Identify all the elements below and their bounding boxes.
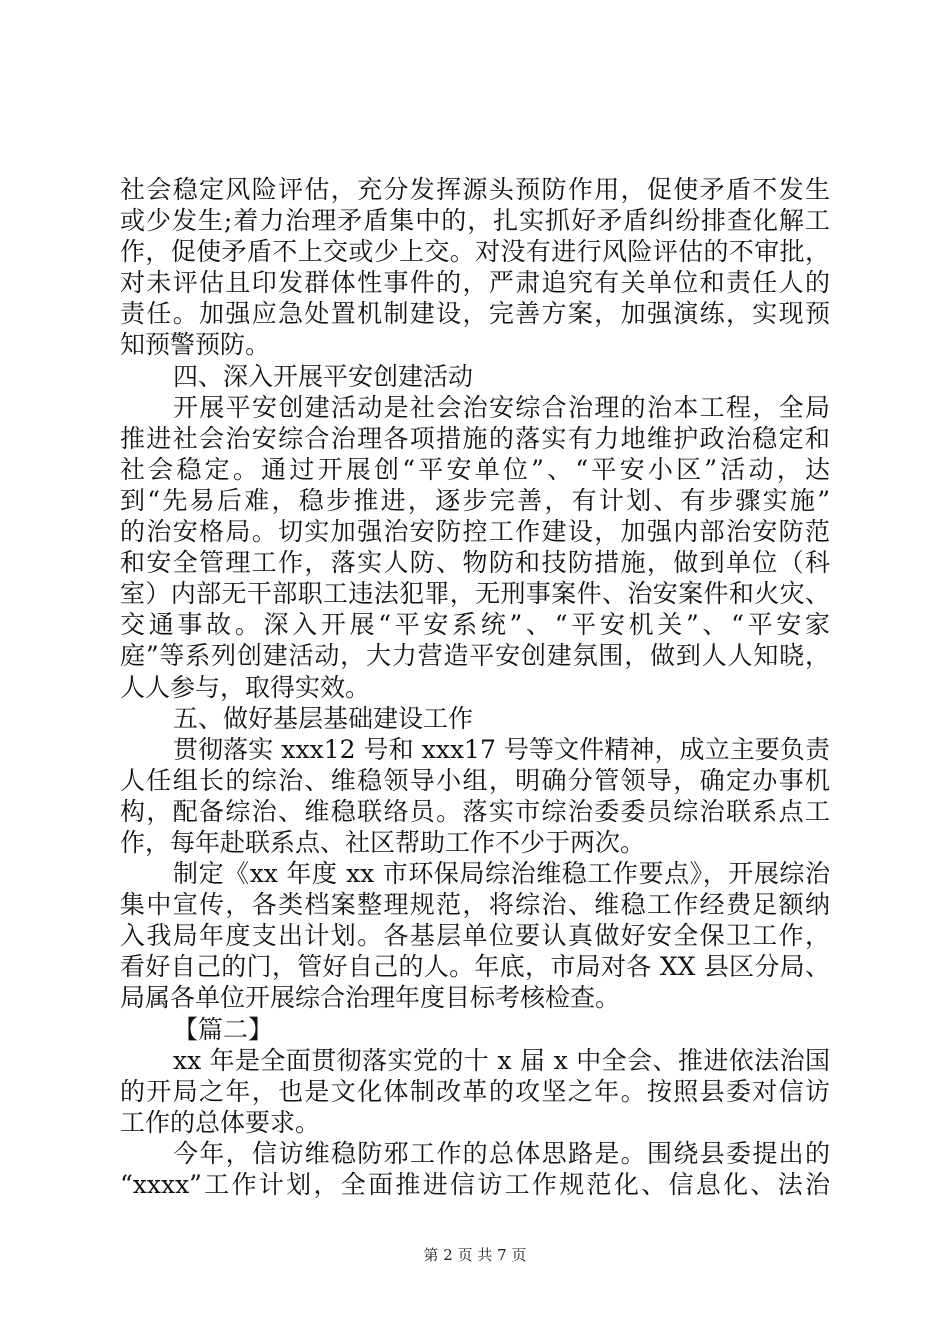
page-footer: 第 2 页 共 7 页 xyxy=(423,1246,527,1264)
text-line: 构，配备综治、维稳联络员。落实市综治委委员综治联系点工 xyxy=(120,796,830,826)
text-line: “xxxx”工作计划，全面推进信访工作规范化、信息化、法治 xyxy=(120,1170,830,1199)
text-line: 今年，信访维稳防邪工作的总体思路是。围绕县委提出的 xyxy=(173,1138,830,1168)
text-line: 四、深入开展平安创建活动 xyxy=(173,361,474,391)
text-line: 作，每年赴联系点、社区帮助工作不少于两次。 xyxy=(120,827,646,857)
text-line: 的治安格局。切实加强治安防控工作建设，加强内部治安防范 xyxy=(120,517,830,547)
text-line: 责任。加强应急处置机制建设，完善方案，加强演练，实现预 xyxy=(120,299,830,329)
text-line: 庭”等系列创建活动，大力营造平安创建氛围，做到人人知晓， xyxy=(120,641,830,671)
text-line: 的开局之年，也是文化体制改革的攻坚之年。按照县委对信访 xyxy=(120,1076,830,1106)
text-line: 制定《xx 年度 xx 市环保局综治维稳工作要点》，开展综治 xyxy=(173,859,830,889)
text-line: 集中宣传，各类档案整理规范，将综治、维稳工作经费足额纳 xyxy=(120,890,830,920)
text-line: 室）内部无干部职工违法犯罪，无刑事案件、治安案件和火灾、 xyxy=(120,579,830,609)
text-line: xx 年是全面贯彻落实党的十 x 届 x 中全会、推进依法治国 xyxy=(173,1045,830,1075)
text-line: 推进社会治安综合治理各项措施的落实有力地维护政治稳定和 xyxy=(120,423,830,453)
text-line: 对未评估且印发群体性事件的，严肃追究有关单位和责任人的 xyxy=(120,268,830,298)
text-line: 或少发生;着力治理矛盾集中的，扎实抓好矛盾纠纷排查化解工 xyxy=(120,206,830,236)
text-line: 人任组长的综治、维稳领导小组，明确分管领导，确定办事机 xyxy=(120,765,830,795)
text-line: 贯彻落实 xxx12 号和 xxx17 号等文件精神，成立主要负责 xyxy=(173,734,830,764)
text-line: 交通事故。深入开展“平安系统”、“平安机关”、“平安家 xyxy=(120,610,830,640)
text-line: 人人参与，取得实效。 xyxy=(120,672,371,702)
text-line: 看好自己的门，管好自己的人。年底，市局对各 XX 县区分局、 xyxy=(120,952,830,982)
text-line: 【篇二】 xyxy=(173,1014,274,1044)
text-line: 作，促使矛盾不上交或少上交。对没有进行风险评估的不审批， xyxy=(120,237,830,267)
text-line: 和安全管理工作，落实人防、物防和技防措施，做到单位（科 xyxy=(120,548,830,578)
text-line: 开展平安创建活动是社会治安综合治理的治本工程，全局 xyxy=(173,392,830,422)
text-line: 社会稳定风险评估，充分发挥源头预防作用，促使矛盾不发生 xyxy=(120,175,830,204)
text-line: 工作的总体要求。 xyxy=(120,1107,321,1137)
text-line: 知预警预防。 xyxy=(120,330,271,360)
text-line: 局属各单位开展综合治理年度目标考核检查。 xyxy=(120,983,621,1013)
text-line: 社会稳定。通过开展创“平安单位”、“平安小区”活动，达 xyxy=(120,454,830,484)
text-line: 入我局年度支出计划。各基层单位要认真做好安全保卫工作， xyxy=(120,921,830,951)
document-body xyxy=(120,174,830,1200)
text-line: 到“先易后难，稳步推进，逐步完善，有计划、有步骤实施” xyxy=(120,485,830,515)
text-line: 五、做好基层基础建设工作 xyxy=(173,703,474,733)
